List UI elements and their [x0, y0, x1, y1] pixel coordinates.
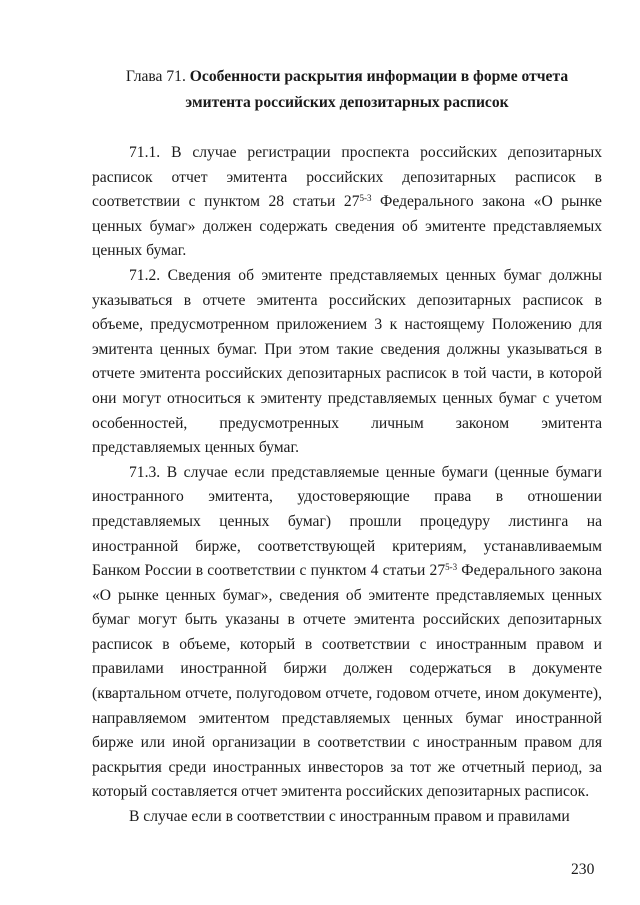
superscript: 5-3 [359, 193, 372, 204]
paragraph-71-2: 71.2. Сведения об эмитенте представляемых ценных бумаг должны указываться в отчете эмитента российских депозитарных расписок в объеме, предусмотренном приложением 3 к настоящему Положению для эмитента ценных бумаг. При этом такие сведения должны указываться в отчете эмитента российских депозитарных расписок в той части, в которой они могут относиться к эмитенту представляемых ценных бумаг с учетом особенностей, предусмотренных личным законом эмитента представляемых ценных бумаг. [92, 266, 602, 457]
paragraph-text: 71.3. В случае если представляемые ценные бумаги (ценные бумаги иностранного эмитента, удостоверяющие права в отношении представляемых ценных бумаг) прошли процедуру листинга на иностранной бирже, соответствующей критериям, устанавливаемым Банком России в соответствии с пунктом 4 статьи 27 [92, 463, 602, 580]
superscript: 5-3 [445, 562, 458, 573]
page-number: 230 [571, 861, 595, 878]
paragraph-continuation: В случае если в соответствии с иностранным правом и правилами [129, 808, 570, 826]
chapter-heading [92, 64, 602, 116]
paragraph-text: Федерального закона «О рынке ценных бумаг» должен содержать сведения об эмитенте представляемых ценных бумаг. [92, 193, 602, 260]
paragraph-71-1 [92, 141, 602, 264]
chapter-number: Глава 71. [125, 68, 186, 85]
paragraph-text: Федерального закона «О рынке ценных бумаг», сведения об эмитенте представляемых ценных бумаг могут быть указаны в отчете эмитента российских депозитарных расписок в объеме, который в соответствии с иностранным правом и правилами иностранной биржи должен содержаться в документе (квартальном отчете, полугодовом отчете, годовом отчете, ином документе), направляемом эмитентом представляемых ценных бумаг иностранной бирже или иной организации в соответствии с иностранным правом для раскрытия среди иностранных инвесторов за тот же отчетный период, за который составляется отчет эмитента российских депозитарных расписок. [92, 562, 602, 801]
chapter-title: Особенности раскрытия информации в форме отчета эмитента российских депозитарных расписок [185, 68, 569, 111]
paragraph-71-3 [92, 461, 602, 805]
body-text [92, 141, 602, 830]
paragraph-text: 71.1. В случае регистрации проспекта российских депозитарных расписок отчет эмитента российских депозитарных расписок в соответствии с пунктом 28 статьи 27 [92, 144, 602, 211]
